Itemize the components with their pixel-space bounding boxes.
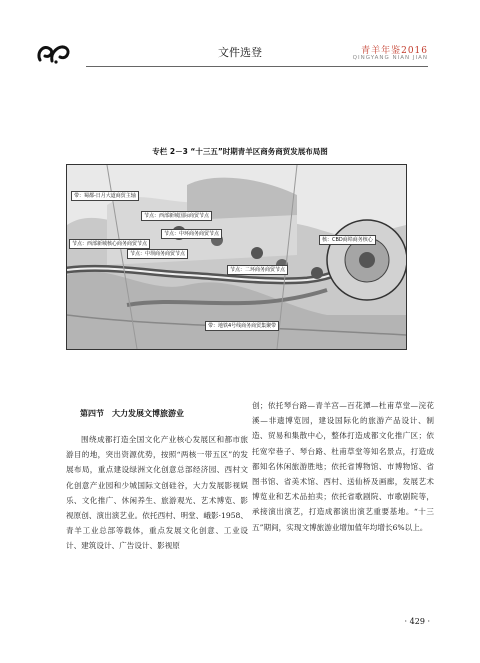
callout-west-core-node: 节点：西部新城核心商务商贸节点 xyxy=(69,239,150,249)
page-number: · 429 · xyxy=(404,617,430,626)
section-heading: 第四节 大力发展文博旅游业 xyxy=(80,409,184,418)
callout-west-intl-node: 节点：西部新城国际商贸节点 xyxy=(141,211,212,221)
district-layout-map xyxy=(66,164,407,350)
figure-title: 专栏 2－3 “十三五”时期青羊区商务商贸发展布局图 xyxy=(152,147,328,156)
section-label: 文件选登 xyxy=(218,46,262,59)
callout-metro4-belt: 带：地铁4号线商务商贸集聚带 xyxy=(205,321,279,331)
callout-erhuan-node: 节点：二环商务商贸节点 xyxy=(227,265,288,275)
yearbook-pinyin: QINGYANG NIAN JIAN xyxy=(352,55,428,61)
callout-zhongba-node: 节点：中坝商务商贸节点 xyxy=(127,249,188,259)
callout-cbd-core: 核：CBD商埠商务核心 xyxy=(319,235,376,245)
callout-shudu-axis: 带：蜀都-日月大道商贸主轴 xyxy=(71,191,139,201)
left-column-paragraph: 围绕成都打造全国文化产业核心发展区和都市旅游目的地，突出资源优势，按照“两核一带五区”的发展布局，重点建设绿洲文化创意总部经济园、西村文化创意产业园和少城国际文创硅谷，大力发展影视娱乐、文化推广、休闲养生、旅游观光、艺术博览、影视原创、演出演艺业。依托西村、明堂、峨影·1958、青羊工业总部等载体，重点发展文化创意、工业设计、建筑设计、广告设计、影视原 xyxy=(66,435,248,551)
yearbook-title: 青羊年鉴2016 xyxy=(361,46,428,56)
callout-zhonghuan-node: 节点：中环商务商贸节点 xyxy=(161,229,222,239)
right-column-paragraph: 创；依托琴台路—青羊宫—百花潭—杜甫草堂—浣花溪—非遗博览园，建设国际化的旅游产品设计、制造、贸易和集散中心，整体打造成都文化推广区；依托宽窄巷子、琴台路、杜甫草堂等知名景点，打造成都知名休闲旅游胜地；依托省博物馆、市博物馆、省图书馆、省美术馆、西村、送仙桥及画廊，发展艺术博览业和艺术品拍卖；依托省歌剧院、市歌剧院等，承接演出演艺，打造成都演出演艺重要基地。“十三五”期间，实现文博旅游业增加值年均增长6%以上。 xyxy=(252,401,434,532)
header-rule xyxy=(86,66,428,67)
